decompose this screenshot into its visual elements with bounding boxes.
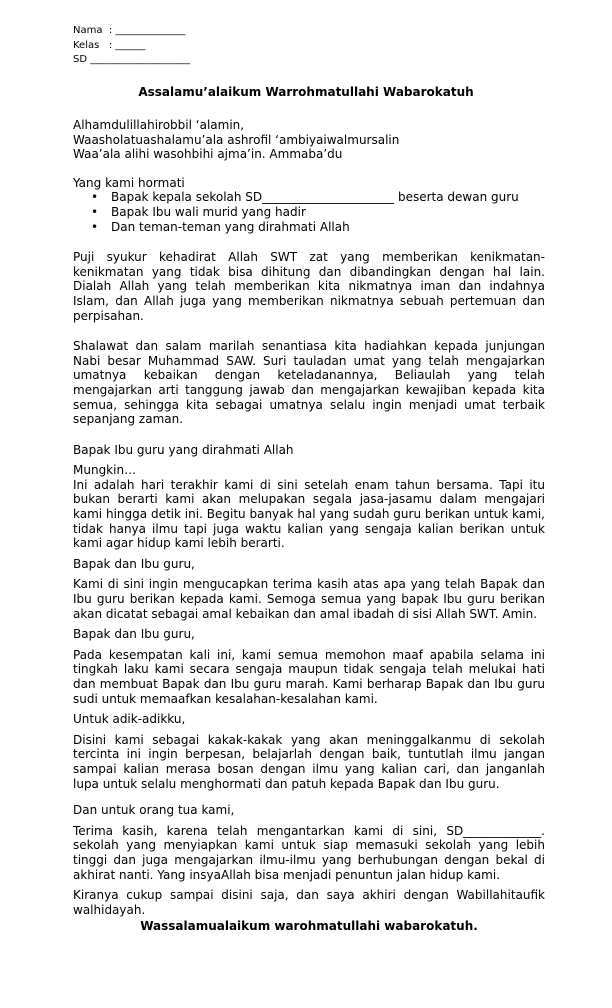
paragraph-penutup: Kiranya cukup sampai disini saja, dan saya akhiri dengan Wabillahitaufik walhidayah. [73,888,545,917]
respected-item: • Dan teman-teman yang dirahmati Allah [111,220,545,235]
mungkin-line: Mungkin… [73,463,137,478]
respected-list [73,190,545,234]
opening-line-3: Waa’ala alihi wasohbihi ajma’in. Ammaba’du [73,147,343,162]
closing-salam: Wassalamualaikum warohmatullahi wabarokatuh. [140,919,478,934]
paragraph-adik: Disini kami sebagai kakak-kakak yang akan meninggalkanmu di sekolah tercinta ini ingin berpesan, belajarlah dengan baik, tuntutlah ilmu jangan sampai kalian merasa bosan dengan ilmu yang kalian cari, dan janganlah lupa untuk selalu menghormati dan patuh kepada Bapak dan Ibu guru. [73,732,545,791]
greeting-adik: Untuk adik-adikku, [73,712,186,727]
speech-title: Assalamu’alaikum Warrohmatullahi Wabarokatuh [138,85,474,99]
paragraph-terakhir: Ini adalah hari terakhir kami di sini setelah enam tahun bersama. Tapi itu bukan berarti kami akan melupakan segala jasa-jasamu dalam mengajari kami hingga detik ini. Begitu banyak hal yang sudah guru berikan untuk kami, tidak hanya ilmu tapi juga waktu kalian yang sengaja kalian berikan untuk kami agar hidup kami lebih berarti. [73,477,545,551]
kelas-field: Kelas : ______ [73,39,146,51]
paragraph-ortu: Terima kasih, karena telah mengantarkan kami di sini, SD_____________. sekolah yang menyiapkan kami untuk siap memasuki sekolah yang lebih tinggi dan juga mengajarkan ilmu-ilmu yang berhubungan dengan bekal di akhirat nanti. Yang insyaAllah bisa menjadi penuntun jalan hidup kami. [73,823,545,882]
opening-line-2: Waasholatuashalamu’ala ashrofil ‘ambiyaiwalmursalin [73,132,400,147]
speech-body [73,118,545,934]
respected-heading: Yang kami hormati [73,175,185,190]
greeting-bapak-ibu-2: Bapak dan Ibu guru, [73,627,195,642]
paragraph-shalawat: Shalawat dan salam marilah senantiasa kita hadiahkan kepada junjungan Nabi besar Muhammad SAW. Suri tauladan umat yang telah mengajarkan umatnya kebaikan dengan keteladanannya, Beliaulah yang telah mengajarkan arti tanggung jawab dan mengajarkan kewajiban kepada kita semua, sehingga kita sebagai umatnya selalu ingin menjadi umat terbaik sepanjang zaman. [73,339,545,427]
greeting-bapak-ibu-1: Bapak dan Ibu guru, [73,556,195,571]
nama-field: Nama : ______________ [73,25,186,36]
opening-line-1: Alhamdulillahirobbil ‘alamin, [73,118,245,132]
greeting-guru: Bapak Ibu guru yang dirahmati Allah [73,442,294,457]
paragraph-maaf: Pada kesempatan kali ini, kami semua memohon maaf apabila selama ini tingkah laku kami secara sengaja maupun tidak sengaja telah melukai hati dan membuat Bapak dan Ibu guru marah. Kami berharap Bapak dan Ibu guru sudi untuk memaafkan kesalahan-kesalahan kami. [73,647,545,706]
respected-item: • Bapak Ibu wali murid yang hadir [111,205,545,220]
greeting-ortu: Dan untuk orang tua kami, [73,803,235,818]
paragraph-terima-kasih: Kami di sini ingin mengucapkan terima kasih atas apa yang telah Bapak dan Ibu guru berikan kepada kami. Semoga semua yang bapak Ibu guru berikan akan dicatat sebagai amal kebaikan dan amal ibadah di sisi Allah SWT. Amin. [73,577,545,621]
student-info-header [73,24,190,68]
paragraph-syukur: Puji syukur kehadirat Allah SWT zat yang memberikan kenikmatan-kenikmatan yang tidak bisa dihitung dan dibandingkan dengan hal lain. Dialah Allah yang telah memberikan kita nikmatnya iman dan indahnya Islam, dan Allah juga yang memberikan nikmatnya sebuah pertemuan dan perpisahan. [73,250,545,323]
respected-item: • Bapak kepala sekolah SD______________________ beserta dewan guru [111,190,545,205]
sd-field: SD ____________________ [73,54,191,65]
